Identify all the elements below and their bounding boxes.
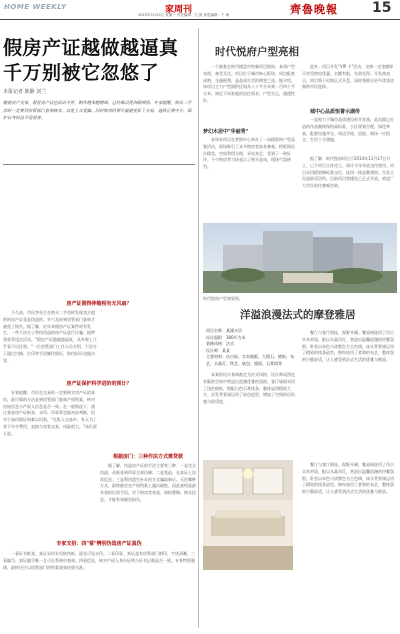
right-text-6: 本案的设计基调被定为法式风格，设计师试图在有限的空间中营造出浪漫优雅的氛围。客厅墙面采用了浅色壁纸，搭配白色石膏线条，整体显得精致大方。沙发背景墙运用了软包造型，增加了空间的层次感与舒适度。 [203,372,295,405]
lead-divider [3,164,195,165]
info-row: 装修风格：法式 [206,341,234,346]
article-text-3: 据了解，伪造房产证的手法主要有三种：一是完全伪造，从纸张到印章全部仿制；二是变造，在真证上涂改信息；三是利用遗失补办的方式骗取新证。无论哪种方式，最终都会在产权档案上露出破绽，因此查档是最有效的识别手段。对于购房者来说，保持警惕、核实信息，才能有效避免损失。 [100,463,196,502]
section-label: HOME WEEKLY [4,3,67,11]
photo-caption: 时代悦府户型效果图。 [203,296,243,301]
interior-photo [203,460,293,570]
info-row: 项目名称：某溪水居 [206,328,242,333]
sub-heading-2: 城中心品质恒誉示湖传 [310,109,361,115]
newspaper-name: 齊魯晚報 [290,3,338,16]
section-logo: 家周刊 [165,5,193,15]
article-text-4: 一看证书纸张，真证采用专用防伪纸，迎光可见水印。二看印章，真证盖有房管部门钢印，字迹清晰。三看编号，真证编号唯一且可在系统中查询。四看信息，核对产权人身份证明与证书记载是否一致。专家特别强调，最终还应以房管部门的档案查询结果为准。 [3,551,195,570]
right-text-4: 一直致力于城市品质建设的开发商，此次精心打造的作品继续保持高标准，小区规划合理，绿化率高，配套设施齐全，周边学校、医院、商场一应俱全，生活十分便捷。 [302,117,394,143]
right-text-1: 一个嵌套在时代楼盘中的新项目悦府，本周户型亮相，备受关注。项目位于城市核心板块，周边配套成熟，交通便利，是品质生活的理想之选。据介绍，该项目主力户型面积区间从八十平方米到一百四十平方米，满足不同家庭的居住需求，户型方正，通透性好。 [203,64,295,103]
headline-line-1: 假房产证越做越逼真 [3,37,179,59]
right-text-8: 餐厅与客厅相连，视野开阔。餐桌椅选用了仿古实木材质，配以水晶吊灯，营造出温馨浪漫的用餐氛围。卧室以米色与淡紫色为主色调，床头背景墙运用了精致的线条造型，窗帘选用了柔和的布艺，整体氛围宁静舒适，让人感受到法式生活的优雅与惬意。 [302,462,394,495]
section-heading-2: 房产证保护科学进阶的预计？ [66,381,132,387]
article-title-2: 洋溢浪漫法式的摩登雅居 [240,309,356,321]
column-divider [198,28,199,628]
sub-heading-1: 梦幻木居中"华丽秀" [203,129,249,135]
right-text-3: 此外，项目开发"VIP 卡"活动，交纳一定金额即可享受购房优惠，名额有限，先到先得。开发商表示，项目将于近期正式开盘，届时将推出更多优质房源供市民选择。 [302,64,394,90]
right-text-5: 据了解，时代悦府项目于2014年11月17日开工，已于项目主体完工，预计今年年底交付使用。项目采用精装修标准交付，选用一线品牌建材，为业主打造舒适居所。目前项目售楼处已正式开放，欢迎广大市民前往参观咨询。 [302,156,394,189]
building-photo [203,223,397,293]
info-row: 设计师：某某 [206,347,230,353]
article-text-1: 不久前，市民李先生在购买二手房时发现卖方提供的房产证竟是伪造的，幸亏及时到房管部门查询才避免了损失。据了解，近年来假房产证案件时有发生，一些不法分子利用伪造的房产证进行诈骗、抵押贷款等违法活动。"假房产证越做越逼真，从外观上几乎看不出区别。"一位房管部门工作人员介绍，不法分子通过扫描、打印等手段制作假证，防伪标识也能仿冒。 [3,310,97,363]
project-info [206,328,294,367]
section-heading-3: 根据房门：三种作法方式需贷款 [112,454,183,460]
info-row: 主要材料：仿古砖、实木地板、大理石、壁纸、布艺、水晶灯、铁艺、软包、镜面、石膏线等 [206,354,294,366]
page-number: 15 [372,0,392,16]
section-heading-1: 房产证假得伸缩相有无风扇？ [66,301,132,307]
right-text-2: 本周末项目在营销中心举办了一场精彩的户型品鉴活动，现场吸引了众多购房者前来参观。样板间设计精美，空间利用合理，采光充足，受到了一致好评。不少购房者当场表示了购买意向，现场气氛热烈。 [203,137,295,170]
page-header [0,0,400,20]
info-row: 设计面积：160平方米 [206,334,246,340]
headline-line-2: 千万别被它忽悠了 [3,62,160,84]
reporter-byline: 本报记者 陈静 刘兰 [3,89,47,95]
date-line: 2015年3月23日 星期一 责任编辑：江 波 视觉编辑：于 海 [138,13,230,17]
article-title-1: 时代悦府户型亮相 [215,46,299,58]
right-text-7: 餐厅与客厅相连，视野开阔。餐桌椅选用了仿古实木材质，配以水晶吊灯，营造出温馨浪漫的用餐氛围。卧室以米色与淡紫色为主色调，床头背景墙运用了精致的线条造型，窗帘选用了柔和的布艺，整体氛围宁静舒适，让人感受到法式生活的优雅与惬意。 [302,330,394,363]
lead-paragraph: 随着房产交易，假冒房产证也层出不穷，制作越来越精细，已经难以凭肉眼辨别。专家提醒，购买二手房时一定要到房管部门查询核实，以免上当受骗。同时购房时要尽量避免私下交易，选择正规中介，保护自身权益不受侵害。 [3,100,192,120]
article-text-2: 专家提醒，市民在交易时一定要核实房产证的真伪，最可靠的方法是到房管部门查询产权档案，核对房屋信息与产权人信息是否一致。在一般情况下，通过查看房产证纸张、水印、印章等也能初步判断，但对于高仿假证则难以识别。"在私人交易中，有人为了省下中介费用，直接与卖家交易，风险很大。"该负责人说。 [3,390,97,436]
section-heading-4: 专家支招：四"看"辨别伪造房产证真伪 [56,541,142,547]
main-headline [3,36,203,86]
